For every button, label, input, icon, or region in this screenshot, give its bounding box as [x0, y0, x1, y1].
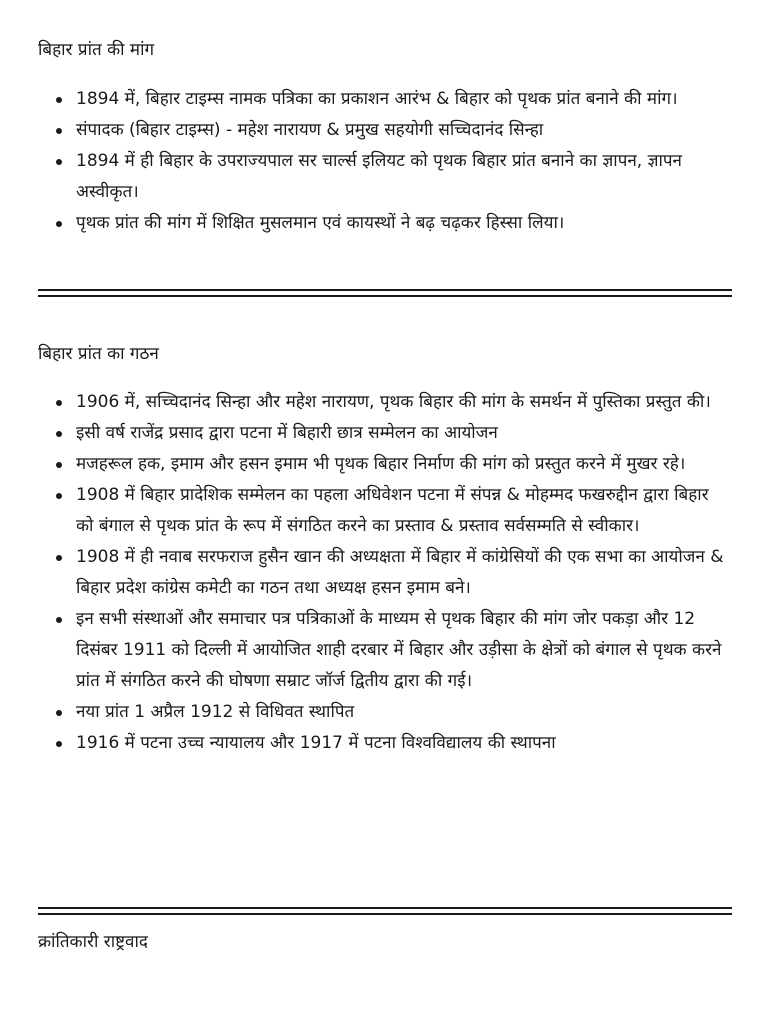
list-item: 1894 में, बिहार टाइम्स नामक पत्रिका का प्रकाशन आरंभ & बिहार को पृथक प्रांत बनाने की मांग।: [38, 84, 728, 115]
list-item: नया प्रांत 1 अप्रैल 1912 से विधिवत स्थापित: [38, 697, 728, 728]
double-rule-divider: [38, 907, 732, 915]
list-item: 1908 में ही नवाब सरफराज हुसैन खान की अध्यक्षता में बिहार में कांग्रेसियों की एक सभा का आयोजन & बिहार प्रदेश कांग्रेस कमेटी का गठन तथा अध्यक्ष हसन इमाम बने।: [38, 542, 728, 604]
bullet-icon: [56, 710, 62, 716]
bullet-icon: [56, 97, 62, 103]
bullet-icon: [56, 462, 62, 468]
list-item: इसी वर्ष राजेंद्र प्रसाद द्वारा पटना में बिहारी छात्र सम्मेलन का आयोजन: [38, 418, 728, 449]
bullet-icon: [56, 159, 62, 165]
list-item: इन सभी संस्थाओं और समाचार पत्र पत्रिकाओं के माध्यम से पृथक बिहार की मांग जोर पकड़ा और 12 दिसंबर 1911 को दिल्ली में आयोजित शाही दरबार में बिहार और उड़ीसा के क्षेत्रों को बंगाल से पृथक करने प्रांत में संगठित करने की घोषणा सम्राट जॉर्ज द्वितीय द्वारा की गई।: [38, 604, 728, 697]
list-item: 1916 में पटना उच्च न्यायालय और 1917 में पटना विश्वविद्यालय की स्थापना: [38, 728, 728, 759]
list-item: मजहरूल हक, इमाम और हसन इमाम भी पृथक बिहार निर्माण की मांग को प्रस्तुत करने में मुखर रहे।: [38, 449, 728, 480]
bullet-icon: [56, 128, 62, 134]
bullet-icon: [56, 555, 62, 561]
bullet-icon: [56, 741, 62, 747]
bullet-icon: [56, 431, 62, 437]
bullet-icon: [56, 400, 62, 406]
double-rule-divider: [38, 289, 732, 297]
list-item: संपादक (बिहार टाइम्स) - महेश नारायण & प्रमुख सहयोगी सच्चिदानंद सिन्हा: [38, 115, 728, 146]
bullet-list-demand: [38, 84, 728, 239]
list-item: पृथक प्रांत की मांग में शिक्षित मुसलमान एवं कायस्थों ने बढ़ चढ़कर हिस्सा लिया।: [38, 208, 728, 239]
bullet-icon: [56, 617, 62, 623]
section-heading-bihar-province-formation: बिहार प्रांत का गठन: [38, 344, 159, 364]
bullet-icon: [56, 221, 62, 227]
section-heading-revolutionary-nationalism: क्रांतिकारी राष्ट्रवाद: [38, 932, 148, 952]
section-heading-bihar-province-demand: बिहार प्रांत की मांग: [38, 40, 155, 60]
list-item: 1908 में बिहार प्रादेशिक सम्मेलन का पहला अधिवेशन पटना में संपन्न & मोहम्मद फखरुद्दीन द्वारा बिहार को बंगाल से पृथक प्रांत के रूप में संगठित करने का प्रस्ताव & प्रस्ताव सर्वसम्मति से स्वीकार।: [38, 480, 728, 542]
bullet-icon: [56, 493, 62, 499]
list-item: 1894 में ही बिहार के उपराज्यपाल सर चार्ल्स इलियट को पृथक बिहार प्रांत बनाने का ज्ञापन, ज्ञापन अस्वीकृत।: [38, 146, 728, 208]
bullet-list-formation: [38, 387, 728, 759]
list-item: 1906 में, सच्चिदानंद सिन्हा और महेश नारायण, पृथक बिहार की मांग के समर्थन में पुस्तिका प्रस्तुत की।: [38, 387, 728, 418]
